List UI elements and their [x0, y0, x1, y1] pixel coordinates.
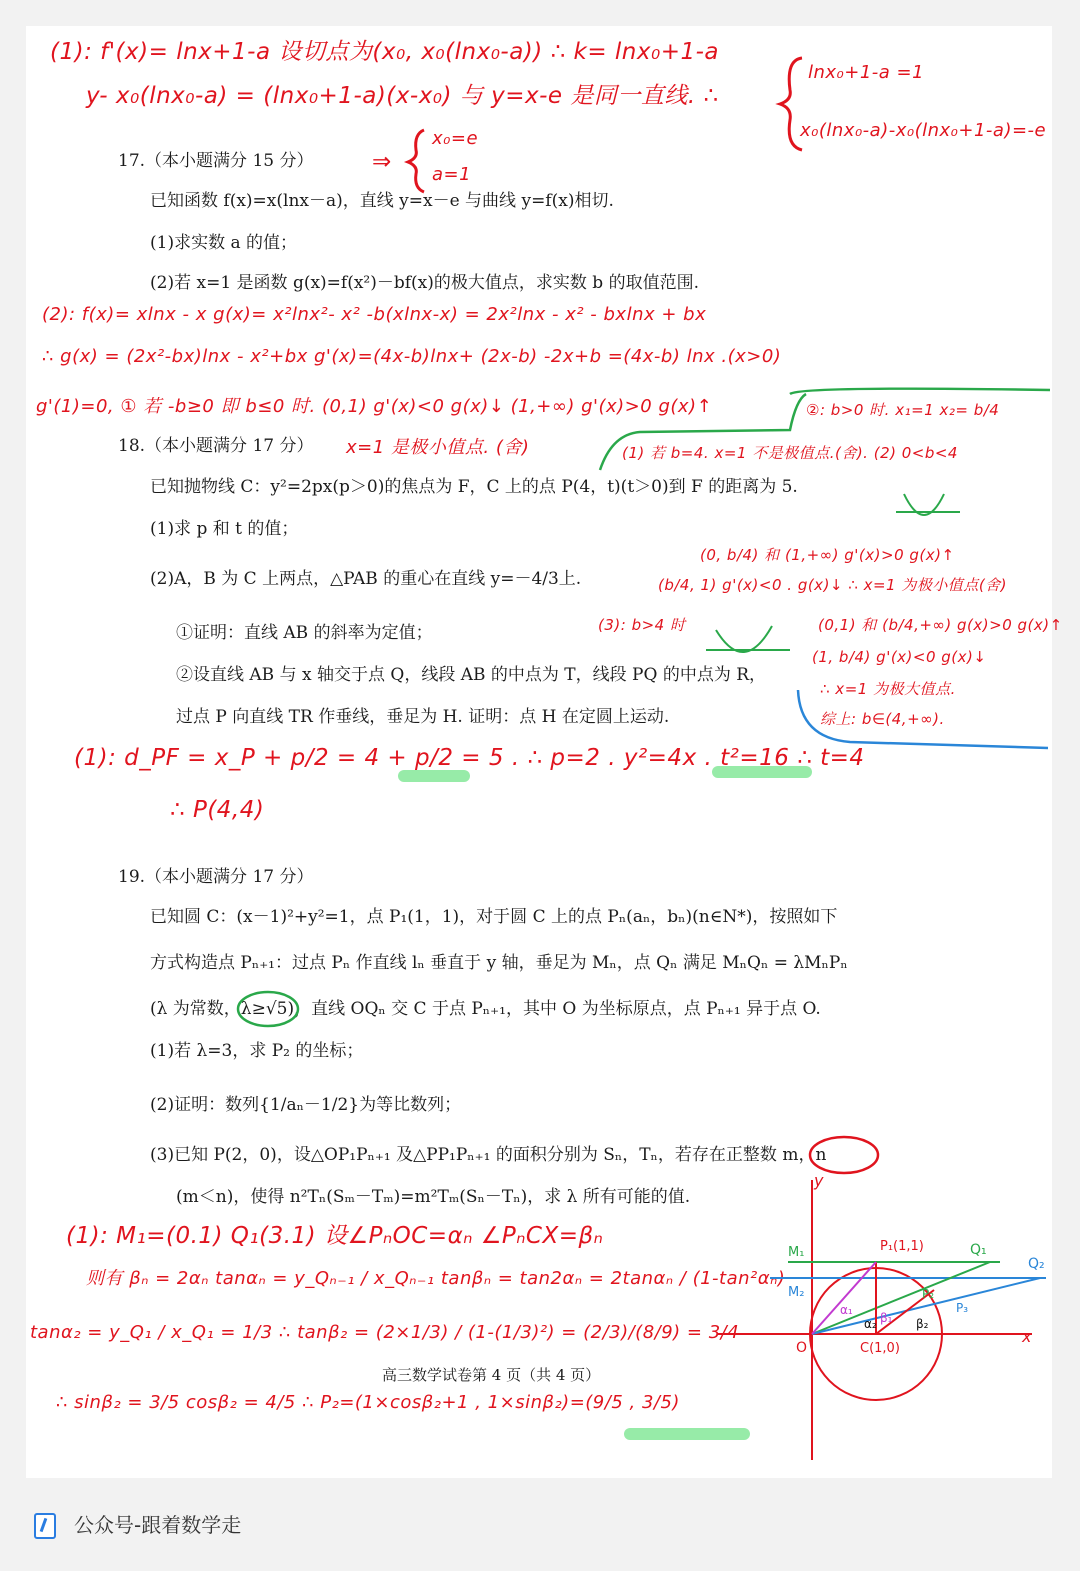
q18-part1: (1)求 p 和 t 的值； — [150, 519, 299, 539]
hw-q19-ans-line1: (1): M₁=(0.1) Q₁(3.1) 设∠PₙOC=αₙ ∠PₙCX=βₙ — [66, 1223, 604, 1249]
hw-q17-system-eq2: x₀(lnx₀-a)-x₀(lnx₀+1-a)=-e — [800, 120, 1047, 141]
hw-q17-result-a: a=1 — [432, 164, 472, 185]
point-p2-label: P₂ — [922, 1287, 935, 1301]
q18-sub2b: 过点 P 向直线 TR 作垂线，垂足为 H. 证明：点 H 在定圆上运动. — [176, 707, 670, 727]
lambda-circle — [238, 992, 298, 1026]
hw-q17-p2-line1: (2): f(x)= xlnx - x g(x)= x²lnx²- x² -b(xlnx-x) = 2x²lnx - x² - bxlnx + bx — [42, 304, 707, 325]
hw-q18-ans-line2: ∴ P(4,4) — [170, 797, 265, 823]
hw-q17-case2: ②: b>0 时. x₁=1 x₂= b/4 — [806, 401, 1000, 419]
hw-q17-result-x0: x₀=e — [432, 128, 479, 149]
q19-stem3: (λ 为常数，λ≥√5)，直线 OQₙ 交 C 于点 Pₙ₊₁，其中 O 为坐标原点，点 Pₙ₊₁ 异于点 O. — [150, 999, 821, 1019]
hw-q17-arrow: ⇒ — [372, 149, 392, 175]
hw-q17-p2-line2: ∴ g(x) = (2x²-bx)lnx - x²+bx g'(x)=(4x-b)lnx+ (2x-b) -2x+b =(4x-b) lnx .(x>0) — [42, 346, 782, 367]
axis-y-label: y — [814, 1171, 824, 1190]
q18-header: 18.（本小题满分 17 分） — [118, 436, 314, 456]
hw-q17-system-eq1: lnx₀+1-a =1 — [808, 62, 925, 83]
page-footer: 高三数学试卷第 4 页（共 4 页） — [382, 1366, 601, 1384]
point-p3-label: P₃ — [956, 1301, 969, 1315]
angle-a1-label: α₁ — [840, 1303, 853, 1317]
q19-part3: (3)已知 P(2，0)，设△OP₁Pₙ₊₁ 及△PP₁Pₙ₊₁ 的面积分别为 Sₙ，Tₙ，若存在正整数 m，n — [150, 1145, 827, 1165]
q19-stem1: 已知圆 C：(x－1)²+y²=1，点 P₁(1，1)，对于圆 C 上的点 Pₙ(aₙ，bₙ)(n∈N*)，按照如下 — [150, 907, 838, 927]
hw-q17-conclusion: 综上: b∈(4,+∞). — [820, 710, 945, 728]
hw-q17-case3: (3): b>4 时 — [598, 616, 686, 634]
q18-sub2: ②设直线 AB 与 x 轴交于点 Q，线段 AB 的中点为 T，线段 PQ 的中点为 R， — [176, 665, 767, 685]
hw-q19-ans-line4: ∴ sinβ₂ = 3/5 cosβ₂ = 4/5 ∴ P₂=(1×cosβ₂+1 , 1×sinβ₂)=(9/5 , 3/5) — [56, 1392, 680, 1413]
q17-part1: (1)求实数 a 的值； — [150, 233, 298, 253]
q19-part1: (1)若 λ=3，求 P₂ 的坐标； — [150, 1041, 364, 1061]
q19-part2: (2)证明：数列{1/aₙ－1/2}为等比数列； — [150, 1095, 462, 1115]
point-c-label: C(1,0) — [860, 1341, 900, 1356]
q18-part2: (2)A，B 为 C 上两点，△PAB 的重心在直线 y=－4/3上. — [150, 569, 582, 589]
q17-header: 17.（本小题满分 15 分） — [118, 151, 314, 171]
q17-stem: 已知函数 f(x)=x(lnx－a)，直线 y=x－e 与曲线 y=f(x)相切. — [150, 191, 614, 211]
hw-q17-top-line1: (1): f'(x)= lnx+1-a 设切点为(x₀, x₀(lnx₀-a)) ∴ k= lnx₀+1-a — [50, 39, 720, 65]
point-m2-label: M₂ — [788, 1285, 805, 1300]
green-bracket-top — [790, 389, 1050, 394]
hw-q17-sign4: (1, b/4) g'(x)<0 g(x)↓ — [812, 648, 987, 666]
q18-stem: 已知抛物线 C：y²=2px(p＞0)的焦点为 F，C 上的点 P(4，t)(t＞0)到 F 的距离为 5. — [150, 477, 798, 497]
axis-x-label: x — [1022, 1327, 1032, 1346]
point-q2-label: Q₂ — [1028, 1256, 1045, 1272]
blue-bracket — [798, 690, 1048, 748]
point-m1-label: M₁ — [788, 1245, 805, 1260]
coordinate-diagram — [718, 1171, 1046, 1460]
hw-q17-p2-line3: g'(1)=0, ① 若 -b≥0 即 b≤0 时. (0,1) g'(x)<0 g(x)↓ (1,+∞) g'(x)>0 g(x)↑ — [36, 396, 713, 417]
hw-q17-p2-line4: x=1 是极小值点. (舍) — [346, 437, 530, 458]
hw-q18-ans-line1: (1): d_PF = x_P + p/2 = 4 + p/2 = 5 . ∴ p=2 . y²=4x . t²=16 ∴ t=4 — [74, 745, 865, 771]
hw-q17-sign5: ∴ x=1 为极大值点. — [820, 680, 956, 698]
green-bracket-side — [600, 394, 806, 470]
integer-circle — [810, 1137, 878, 1173]
angle-b1-label: β₁ — [880, 1311, 893, 1325]
note-icon — [34, 1513, 56, 1539]
hw-q17-sign2: (b/4, 1) g'(x)<0 . g(x)↓ ∴ x=1 为极小值点(舍) — [658, 576, 1008, 594]
account-label[interactable]: 公众号-跟着数学走 — [74, 1513, 242, 1537]
hw-q17-sign1: (0, b/4) 和 (1,+∞) g'(x)>0 g(x)↑ — [700, 546, 955, 564]
sign-sketch-1 — [896, 494, 960, 515]
q19-stem2: 方式构造点 Pₙ₊₁：过点 Pₙ 作直线 lₙ 垂直于 y 轴，垂足为 Mₙ，点 Qₙ 满足 MₙQₙ = λMₙPₙ — [150, 953, 848, 973]
point-q1-label: Q₁ — [970, 1242, 987, 1258]
result-brace — [408, 130, 424, 192]
q19-part3b: (m＜n)，使得 n²Tₙ(Sₘ－Tₘ)=m²Tₘ(Sₙ－Tₙ)，求 λ 所有可能的值. — [176, 1187, 691, 1207]
hw-q17-sign3: (0,1) 和 (b/4,+∞) g(x)>0 g(x)↑ — [818, 616, 1063, 634]
sign-sketch-2 — [706, 626, 790, 652]
hw-q17-top-line2: y- x₀(lnx₀-a) = (lnx₀+1-a)(x-x₀) 与 y=x-e 是同一直线. ∴ — [86, 83, 719, 109]
point-p1-label: P₁(1,1) — [880, 1239, 924, 1254]
angle-b2-label: β₂ — [916, 1317, 929, 1331]
q19-header: 19.（本小题满分 17 分） — [118, 867, 314, 887]
q18-sub1: ①证明：直线 AB 的斜率为定值； — [176, 623, 433, 643]
origin-label: O — [796, 1340, 808, 1356]
angle-a2-label: α₂ — [864, 1317, 877, 1331]
system-brace — [780, 58, 802, 150]
hw-q19-ans-line3: tanα₂ = y_Q₁ / x_Q₁ = 1/3 ∴ tanβ₂ = (2×1/3) / (1-(1/3)²) = (2/3)/(8/9) = 3/4 — [30, 1322, 740, 1343]
q17-part2: (2)若 x=1 是函数 g(x)=f(x²)－bf(x)的极大值点，求实数 b 的取值范围. — [150, 273, 699, 293]
hw-q17-case-b4: (1) 若 b=4. x=1 不是极值点.(舍). (2) 0<b<4 — [622, 444, 958, 462]
hw-q19-ans-line2: 则有 βₙ = 2αₙ tanαₙ = y_Qₙ₋₁ / x_Qₙ₋₁ tanβₙ = tan2αₙ = 2tanαₙ / (1-tan²αₙ) — [86, 1268, 786, 1289]
